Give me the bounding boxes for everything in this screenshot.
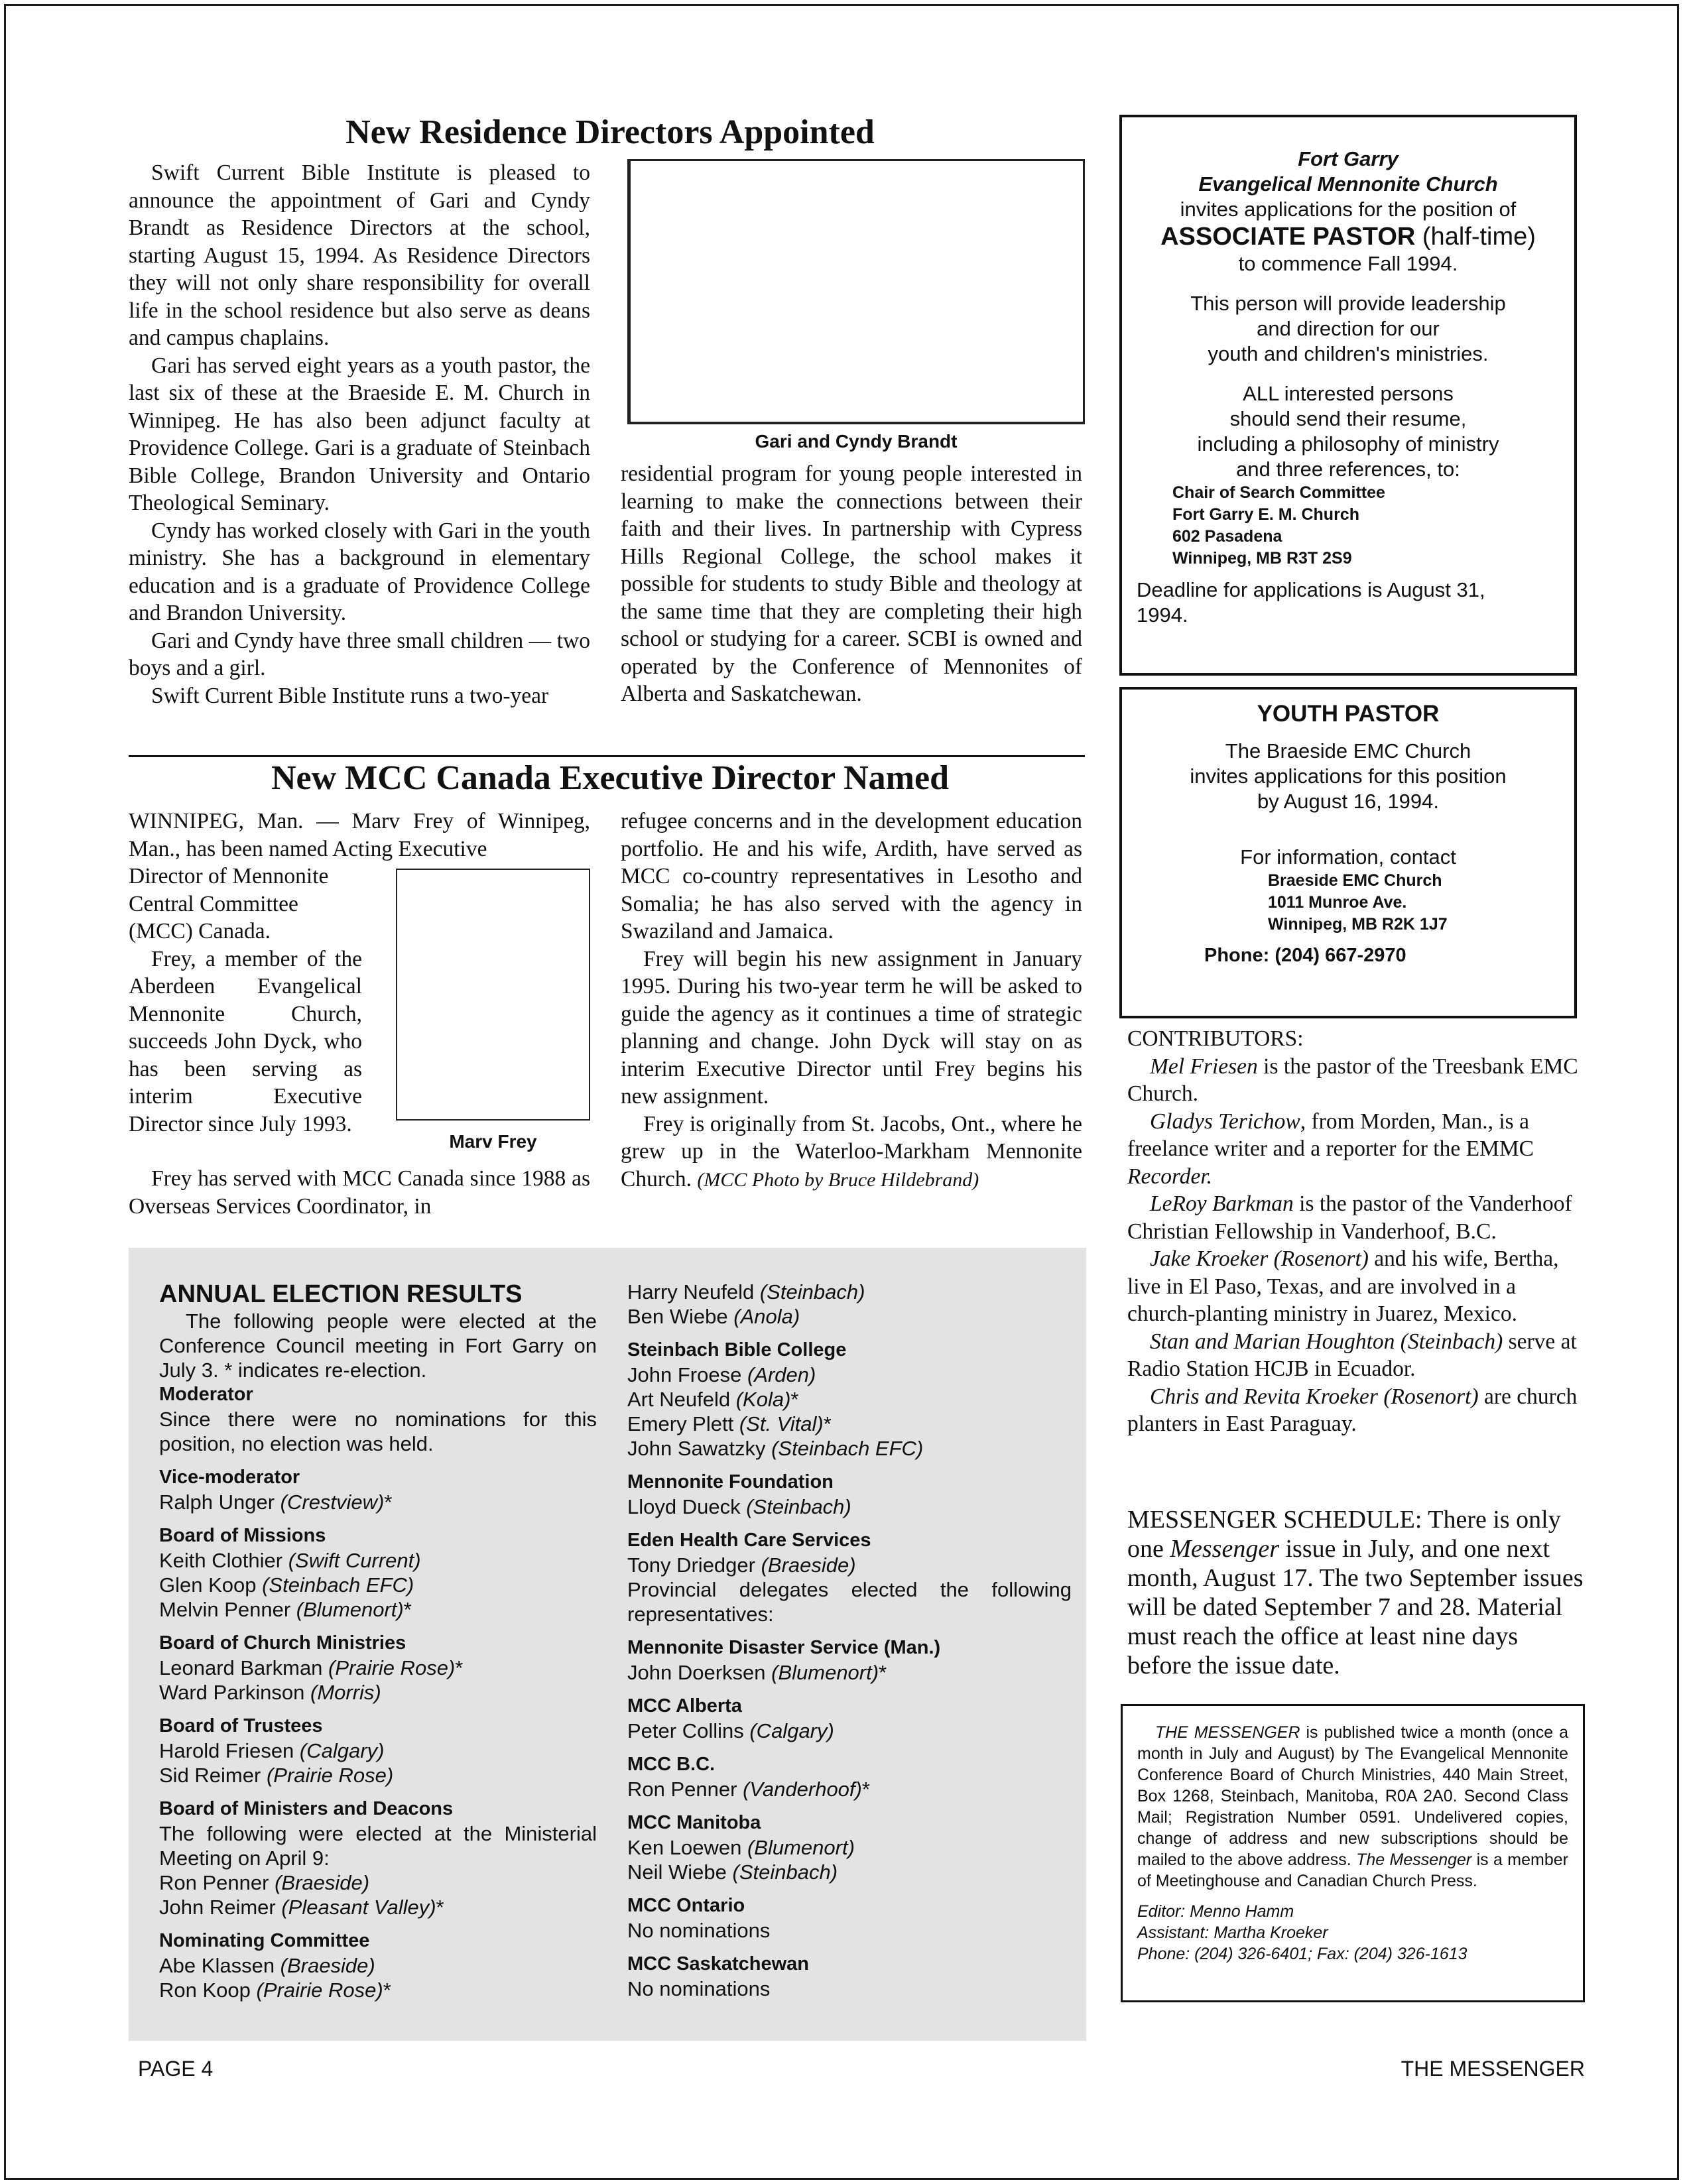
ad1-org-line2: Evangelical Mennonite Church — [1198, 172, 1498, 196]
election-entry: Ken Loewen (Blumenort) — [627, 1836, 855, 1859]
frey-photo-caption: Marv Frey — [449, 1131, 537, 1152]
election-group-heading: Moderator — [159, 1384, 253, 1405]
ad2-phone: Phone: (204) 667-2970 — [1204, 945, 1406, 966]
election-entry: Abe Klassen (Braeside) — [159, 1954, 375, 1977]
ad2-line2: invites applications for this position — [1190, 764, 1507, 788]
contributors-heading: CONTRIBUTORS: — [1127, 1026, 1304, 1051]
ad2-contact: For information, contact — [1240, 845, 1456, 869]
ad1-addr1: Chair of Search Committee — [1172, 483, 1385, 502]
ad1-desc2: and direction for our — [1257, 317, 1440, 340]
election-entry: Ron Koop (Prairie Rose)* — [159, 1978, 391, 2002]
article2-col2-p1: refugee concerns and in the development education portfolio. He and his wife, Ardith, have served as MCC co-country representatives in Lesotho and Somalia; he has also served with the agency in Swaziland and Jamaica. — [621, 809, 1082, 943]
election-entry: No nominations — [627, 1919, 771, 1942]
ad1-addr2: Fort Garry E. M. Church — [1172, 505, 1359, 524]
election-right-list — [627, 1329, 1072, 2001]
publisher-phone: Phone: (204) 326-6401; Fax: (204) 326-1613 — [1137, 1945, 1467, 1963]
ad1-org-line1: Fort Garry — [1298, 147, 1399, 170]
article1-p2: Gari has served eight years as a youth pastor, the last six of these at the Braeside E. M. Church in Winnipeg. He has also been adjunct faculty at Providence College. Gari is a graduate of Steinbach Bible College, Brandon University and Ontario Theological Seminary. — [129, 353, 590, 515]
article1-col1 — [129, 159, 590, 709]
article2-p3: Frey has served with MCC Canada since 1988 as Overseas Services Coordinator, in — [129, 1166, 590, 1219]
election-entry: Harold Friesen (Calgary) — [159, 1739, 385, 1762]
article2-col1-wrap — [129, 863, 362, 1138]
election-entry: Keith Clothier (Swift Current) — [159, 1549, 421, 1572]
ad1-invites: invites applications for the position of — [1180, 198, 1517, 221]
ad2-line3: by August 16, 1994. — [1257, 790, 1440, 813]
article2-col2-p2: Frey will begin his new assignment in January 1995. During his two-year term he will be asked to guide the agency as it continues a time of strategic planning and change. John Dyck will stay on as interim Executive Director until Frey begins his new assignment. — [621, 946, 1082, 1109]
election-entry: Glen Koop (Steinbach EFC) — [159, 1573, 414, 1597]
ad1-desc1: This person will provide leadership — [1190, 292, 1506, 315]
publisher-box — [1121, 1704, 1585, 2002]
election-entry: Lloyd Dueck (Steinbach) — [627, 1495, 851, 1518]
photo-credit: (MCC Photo by Bruce Hildebrand) — [697, 1168, 979, 1191]
article2-col2 — [621, 808, 1082, 1193]
election-group-heading: MCC Saskatchewan — [627, 1953, 809, 1974]
election-left-column — [159, 1280, 597, 2002]
election-entry: John Sawatzky (Steinbach EFC) — [627, 1437, 924, 1460]
ad1-deadline1: Deadline for applications is August 31, — [1137, 578, 1485, 601]
election-group-heading: Steinbach Bible College — [627, 1339, 847, 1361]
election-left-list — [159, 1382, 597, 2002]
article1-p3: Cyndy has worked closely with Gari in the youth ministry. She has a background in elementary education and is a graduate of Providence College and Brandon University. — [129, 518, 590, 625]
publisher-editor: Editor: Menno Hamm — [1137, 1902, 1294, 1921]
ad1-position-note: (half-time) — [1422, 223, 1536, 251]
election-group-heading: Board of Trustees — [159, 1715, 323, 1736]
publisher-statement: THE MESSENGER is published twice a month (once a month in July and August) by The Evangelical Mennonite Conference Board of Church Ministries, 440 Main Street, Box 1268, Steinbach, Manitoba, R0A 2A0. Second Class Mail; Registration Number 0591. Undelivered copies, change of address and new subscriptions should be mailed to the above address. The Messenger is a member of Meetinghouse and Canadian Church Press. — [1137, 1723, 1568, 1890]
election-title: ANNUAL ELECTION RESULTS — [159, 1280, 523, 1308]
youth-pastor-ad — [1119, 687, 1577, 1018]
election-group-heading: Board of Missions — [159, 1525, 326, 1546]
election-group-heading: Mennonite Disaster Service (Man.) — [627, 1637, 941, 1658]
ad2-addr3: Winnipeg, MB R2K 1J7 — [1268, 915, 1448, 934]
election-entry: The following were elected at the Ministerial Meeting on April 9: — [159, 1822, 597, 1870]
election-group-heading: MCC B.C. — [627, 1754, 716, 1775]
article1-p5: Swift Current Bible Institute runs a two-year — [151, 683, 549, 708]
election-group-heading: Nominating Committee — [159, 1930, 370, 1951]
election-entry: Emery Plett (St. Vital)* — [627, 1412, 832, 1435]
ad1-send1: ALL interested persons — [1243, 382, 1454, 405]
election-entry: Melvin Penner (Blumenort)* — [159, 1598, 412, 1621]
election-entry: John Reimer (Pleasant Valley)* — [159, 1896, 444, 1919]
election-entry: Ward Parkinson (Morris) — [159, 1681, 381, 1704]
election-entry: John Froese (Arden) — [627, 1363, 816, 1386]
messenger-schedule: MESSENGER SCHEDULE: There is only one Messenger issue in July, and one next month, August 17. The two September issues will be dated September 7 and 28. Material must reach the office at least nine days before the issue date. — [1127, 1506, 1584, 1679]
brandt-photo — [627, 159, 1085, 424]
election-group-heading: MCC Manitoba — [627, 1812, 761, 1833]
contributor-item: Mel Friesen is the pastor of the Treesbank EMC Church. — [1127, 1054, 1578, 1106]
ad1-send3: including a philosophy of ministry — [1197, 432, 1499, 455]
publication-name: THE MESSENGER — [1401, 2057, 1585, 2081]
election-right-column — [627, 1280, 1072, 2001]
election-entry: Harry Neufeld (Steinbach) — [627, 1280, 865, 1304]
election-entry: Ron Penner (Braeside) — [159, 1871, 370, 1894]
election-entry: Ralph Unger (Crestview)* — [159, 1490, 393, 1514]
election-entry: Ron Penner (Vanderhoof)* — [627, 1778, 870, 1801]
ad1-commence: to commence Fall 1994. — [1238, 252, 1458, 275]
ad2-line1: The Braeside EMC Church — [1225, 739, 1471, 762]
election-entry: Sid Reimer (Prairie Rose) — [159, 1764, 394, 1787]
election-entry: John Doerksen (Blumenort)* — [627, 1661, 887, 1684]
election-entry: Since there were no nominations for this position, no election was held. — [159, 1408, 597, 1455]
ad1-deadline2: 1994. — [1137, 603, 1188, 627]
contributor-item: Stan and Marian Houghton (Steinbach) serve at Radio Station HCJB in Ecuador. — [1127, 1329, 1577, 1381]
election-group-heading: Board of Church Ministries — [159, 1632, 406, 1654]
election-group-heading: Vice-moderator — [159, 1467, 300, 1488]
election-entry: Art Neufeld (Kola)* — [627, 1388, 799, 1411]
election-entry: Ben Wiebe (Anola) — [627, 1305, 800, 1328]
election-entry: Tony Driedger (Braeside) — [627, 1553, 856, 1577]
election-group-heading: Board of Ministers and Deacons — [159, 1798, 454, 1819]
election-group-heading: MCC Alberta — [627, 1695, 742, 1717]
election-right-top — [627, 1280, 1072, 1329]
ad1-position-line — [1122, 222, 1574, 251]
election-entry: Neil Wiebe (Steinbach) — [627, 1860, 838, 1884]
election-group-heading: MCC Ontario — [627, 1895, 745, 1916]
contributor-item: Jake Kroeker (Rosenort) and his wife, Bertha, live in El Paso, Texas, and are involved in a church-planting ministry in Juarez, Mexico. — [1127, 1246, 1559, 1326]
article2-col1-top — [129, 808, 590, 863]
brandt-photo-caption: Gari and Cyndy Brandt — [755, 431, 958, 452]
ad1-send4: and three references, to: — [1236, 457, 1460, 481]
article2-col2-p3: Frey is originally from St. Jacobs, Ont., where he grew up in the Waterloo-Markham Mennonite Church. — [621, 1111, 1082, 1191]
contributor-item: Chris and Revita Kroeker (Rosenort) are church planters in East Paraguay. — [1127, 1384, 1578, 1436]
associate-pastor-ad — [1119, 115, 1577, 676]
publisher-assistant: Assistant: Martha Kroeker — [1137, 1923, 1328, 1942]
article2-headline: New MCC Canada Executive Director Named — [271, 759, 949, 797]
election-entry: Provincial delegates elected the following representatives: — [627, 1578, 1072, 1626]
election-entry: No nominations — [627, 1977, 771, 2000]
contributor-item: Gladys Terichow, from Morden, Man., is a freelance writer and a reporter for the EMMC Recorder. — [1127, 1109, 1534, 1189]
article1-headline: New Residence Directors Appointed — [345, 113, 875, 151]
article1-col2-text: residential program for young people interested in learning to make the connections between their faith and their lives. In partnership with Cypress Hills Regional College, the school makes it possible for students to study Bible and theology at the same time that they are completing their high school or studying for a career. SCBI is owned and operated by the Conference of Mennonites of Alberta and Saskatchewan. — [621, 461, 1082, 706]
article1-p4: Gari and Cyndy have three small children — two boys and a girl. — [129, 628, 590, 680]
page-number: PAGE 4 — [138, 2057, 214, 2081]
article2-lead-cont: Director of Mennonite Central Committee (MCC) Canada. — [129, 864, 329, 943]
election-group-heading: Eden Health Care Services — [627, 1530, 871, 1551]
election-entry: Peter Collins (Calgary) — [627, 1719, 834, 1742]
contributors-section — [1127, 1025, 1588, 1438]
ad2-addr2: 1011 Munroe Ave. — [1268, 893, 1407, 912]
election-group-heading: Mennonite Foundation — [627, 1471, 834, 1492]
ad1-send2: should send their resume, — [1229, 407, 1467, 430]
ad1-position: ASSOCIATE PASTOR — [1160, 223, 1416, 251]
article2-p2: Frey, a member of the Aberdeen Evangelical Mennonite Church, succeeds John Dyck, who has been serving as interim Executive Director since July 1993. — [129, 946, 362, 1136]
election-entry: Leonard Barkman (Prairie Rose)* — [159, 1656, 464, 1679]
contributor-item: LeRoy Barkman is the pastor of the Vanderhoof Christian Fellowship in Vanderhoof, B.C. — [1127, 1191, 1572, 1244]
article2-lead: WINNIPEG, Man. — Marv Frey of Winnipeg, Man., has been named Acting Executive — [129, 809, 590, 861]
election-intro: The following people were elected at the Conference Council meeting in Fort Garry on July 3. * indicates re-election. — [159, 1309, 597, 1382]
frey-photo — [396, 869, 590, 1121]
ad1-desc3: youth and children's ministries. — [1208, 342, 1489, 365]
ad2-title: YOUTH PASTOR — [1257, 701, 1440, 727]
ad1-addr3: 602 Pasadena — [1172, 527, 1282, 546]
article1-col2 — [621, 460, 1082, 708]
ad2-addr1: Braeside EMC Church — [1268, 871, 1442, 890]
ad1-addr4: Winnipeg, MB R3T 2S9 — [1172, 549, 1352, 568]
article2-col1-bottom — [129, 1165, 590, 1220]
article-divider — [129, 755, 1085, 757]
article1-p1: Swift Current Bible Institute is pleased to announce the appointment of Gari and Cyndy Brandt as Residence Directors at the school, starting August 15, 1994. As Residence Directors they will not only share responsibility for overall life in the school residence but also serve as deans and campus chaplains. — [129, 160, 590, 350]
